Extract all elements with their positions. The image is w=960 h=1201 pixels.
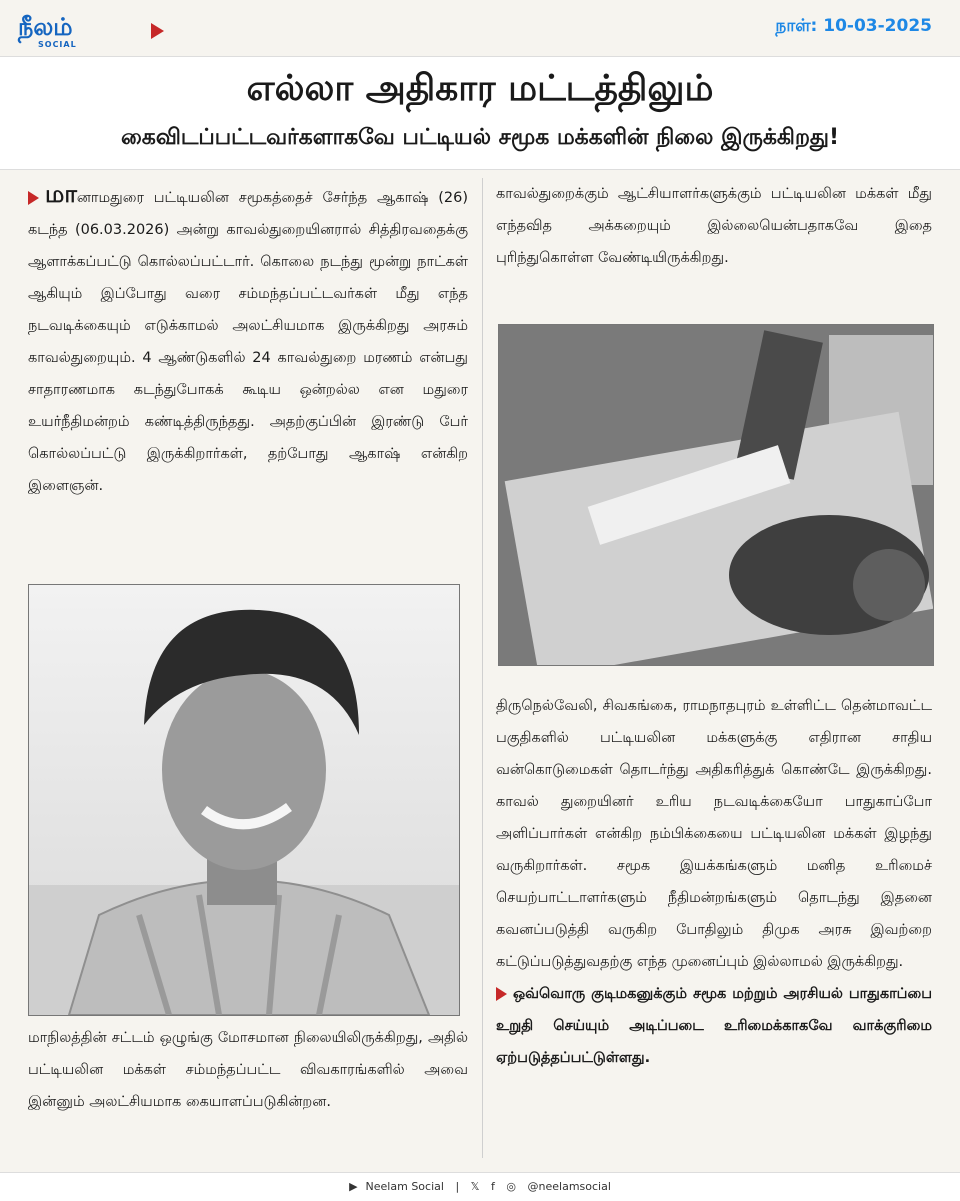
footer-youtube[interactable]: Neelam Social bbox=[365, 1180, 444, 1193]
brand-sub: SOCIAL bbox=[38, 40, 77, 49]
paragraph-intro-text: னாமதுரை பட்டியலின சமூகத்தைச் சேர்ந்த ஆகாஷ் (26) கடந்த (06.03.2026) அன்று காவல்துறையினரால் சித்திரவதைக்கு ஆளாக்கப்பட்டு கொல்லப்பட்டார். கொலை நடந்து மூன்று நாட்கள் ஆகியும் இப்போது வரை சம்மந்தப்பட்டவர்கள் மீது எந்த நடவடிக்கையும் எடுக்காமல் அலட்சியமாக இருக்கிறது அரசும் காவல்துறையும். 4 ஆண்டுகளில் 24 காவல்துறை மரணம் என்பது சாதாரணமாக கடந்துபோகக் கூடிய ஒன்றல்ல என மதுரை உயர்நீதிமன்றம் கண்டித்திருந்தது. அதற்குப்பின் இரண்டு பேர் கொல்லப்பட்டு இருக்கிறார்கள், தற்போது ஆகாஷ் என்கிற இளைஞன். bbox=[28, 190, 468, 494]
facebook-icon[interactable]: f bbox=[491, 1180, 495, 1193]
paragraph-police: காவல்துறைக்கும் ஆட்சியாளர்களுக்கும் பட்டியலின மக்கள் மீது எந்தவித அக்கறையும் இல்லையென்பதாகவே இதை புரிந்துகொள்ள வேண்டியிருக்கிறது. bbox=[496, 186, 932, 266]
play-icon bbox=[151, 23, 164, 39]
paragraph-law-order: மாநிலத்தின் சட்டம் ஒழுங்கு மோசமான நிலையிலிருக்கிறது, அதில் பட்டியலின மக்கள் சம்மந்தப்பட்ட விவகாரங்களில் அவை இன்னும் அலட்சியமாக கையாளப்படுகின்றன. bbox=[28, 1030, 468, 1110]
footer bbox=[0, 1172, 960, 1201]
youtube-icon[interactable]: ▶ bbox=[349, 1180, 358, 1193]
hospital-illustration bbox=[499, 325, 933, 665]
footer-handle[interactable]: @neelamsocial bbox=[527, 1180, 611, 1193]
right-column-lower bbox=[496, 690, 932, 1074]
dropcap: மா bbox=[45, 180, 77, 208]
left-column bbox=[28, 178, 468, 502]
x-icon[interactable]: 𝕏 bbox=[470, 1180, 480, 1193]
headline-subtitle: கைவிடப்பட்டவர்களாகவே பட்டியல் சமூக மக்களின் நிலை இருக்கிறது! bbox=[120, 125, 840, 150]
left-column-lower bbox=[28, 1022, 468, 1118]
paragraph-southern-districts: திருநெல்வேலி, சிவகங்கை, ராமநாதபுரம் உள்ளிட்ட தென்மாவட்ட பகுதிகளில் பட்டியலின மக்களுக்கு எதிரான சாதிய வன்கொடுமைகள் தொடர்ந்து அதிகரித்துக் கொண்டே இருக்கிறது. காவல் துறையினர் உரிய நடவடிக்கையோ பாதுகாப்போ அளிப்பார்கள் என்கிற நம்பிக்கையை பட்டியலின மக்கள் இழந்து வருகிறார்கள். சமூக இயக்கங்களும் மனித உரிமைச் செயற்பாட்டாளர்களும் நீதிமன்றங்களும் தொடந்து இதனை கவனப்படுத்தி வருகிற போதிலும் திமுக அரசு இவற்றை கட்டுப்படுத்துவதற்கு எந்த முனைப்பும் இல்லாமல் இருக்கிறது. bbox=[496, 698, 932, 970]
top-bar bbox=[0, 0, 960, 56]
footer-separator: | bbox=[455, 1180, 460, 1193]
paragraph-intro bbox=[28, 178, 468, 502]
headline-title: எல்லா அதிகார மட்டத்திலும் bbox=[246, 68, 714, 109]
paragraph-closing bbox=[496, 978, 932, 1074]
hospital-photo bbox=[498, 324, 934, 666]
bullet-triangle-icon bbox=[496, 987, 507, 1001]
right-column bbox=[496, 178, 932, 274]
portrait-photo bbox=[28, 584, 460, 1016]
brand-name: நீலம் bbox=[18, 13, 73, 41]
headline-band bbox=[0, 56, 960, 170]
date-label: நாள்: 10-03-2025 bbox=[775, 16, 932, 36]
bullet-triangle-icon bbox=[28, 191, 39, 205]
column-divider bbox=[482, 178, 483, 1158]
instagram-icon[interactable]: ◎ bbox=[506, 1180, 517, 1193]
portrait-illustration bbox=[29, 585, 459, 1015]
paragraph-closing-text: ஒவ்வொரு குடிமகனுக்கும் சமூக மற்றும் அரசியல் பாதுகாப்பை உறுதி செய்யும் அடிப்படை உரிமைக்காகவே வாக்குரிமை ஏற்படுத்தப்பட்டுள்ளது. bbox=[496, 986, 932, 1066]
brand-logo bbox=[18, 14, 77, 49]
